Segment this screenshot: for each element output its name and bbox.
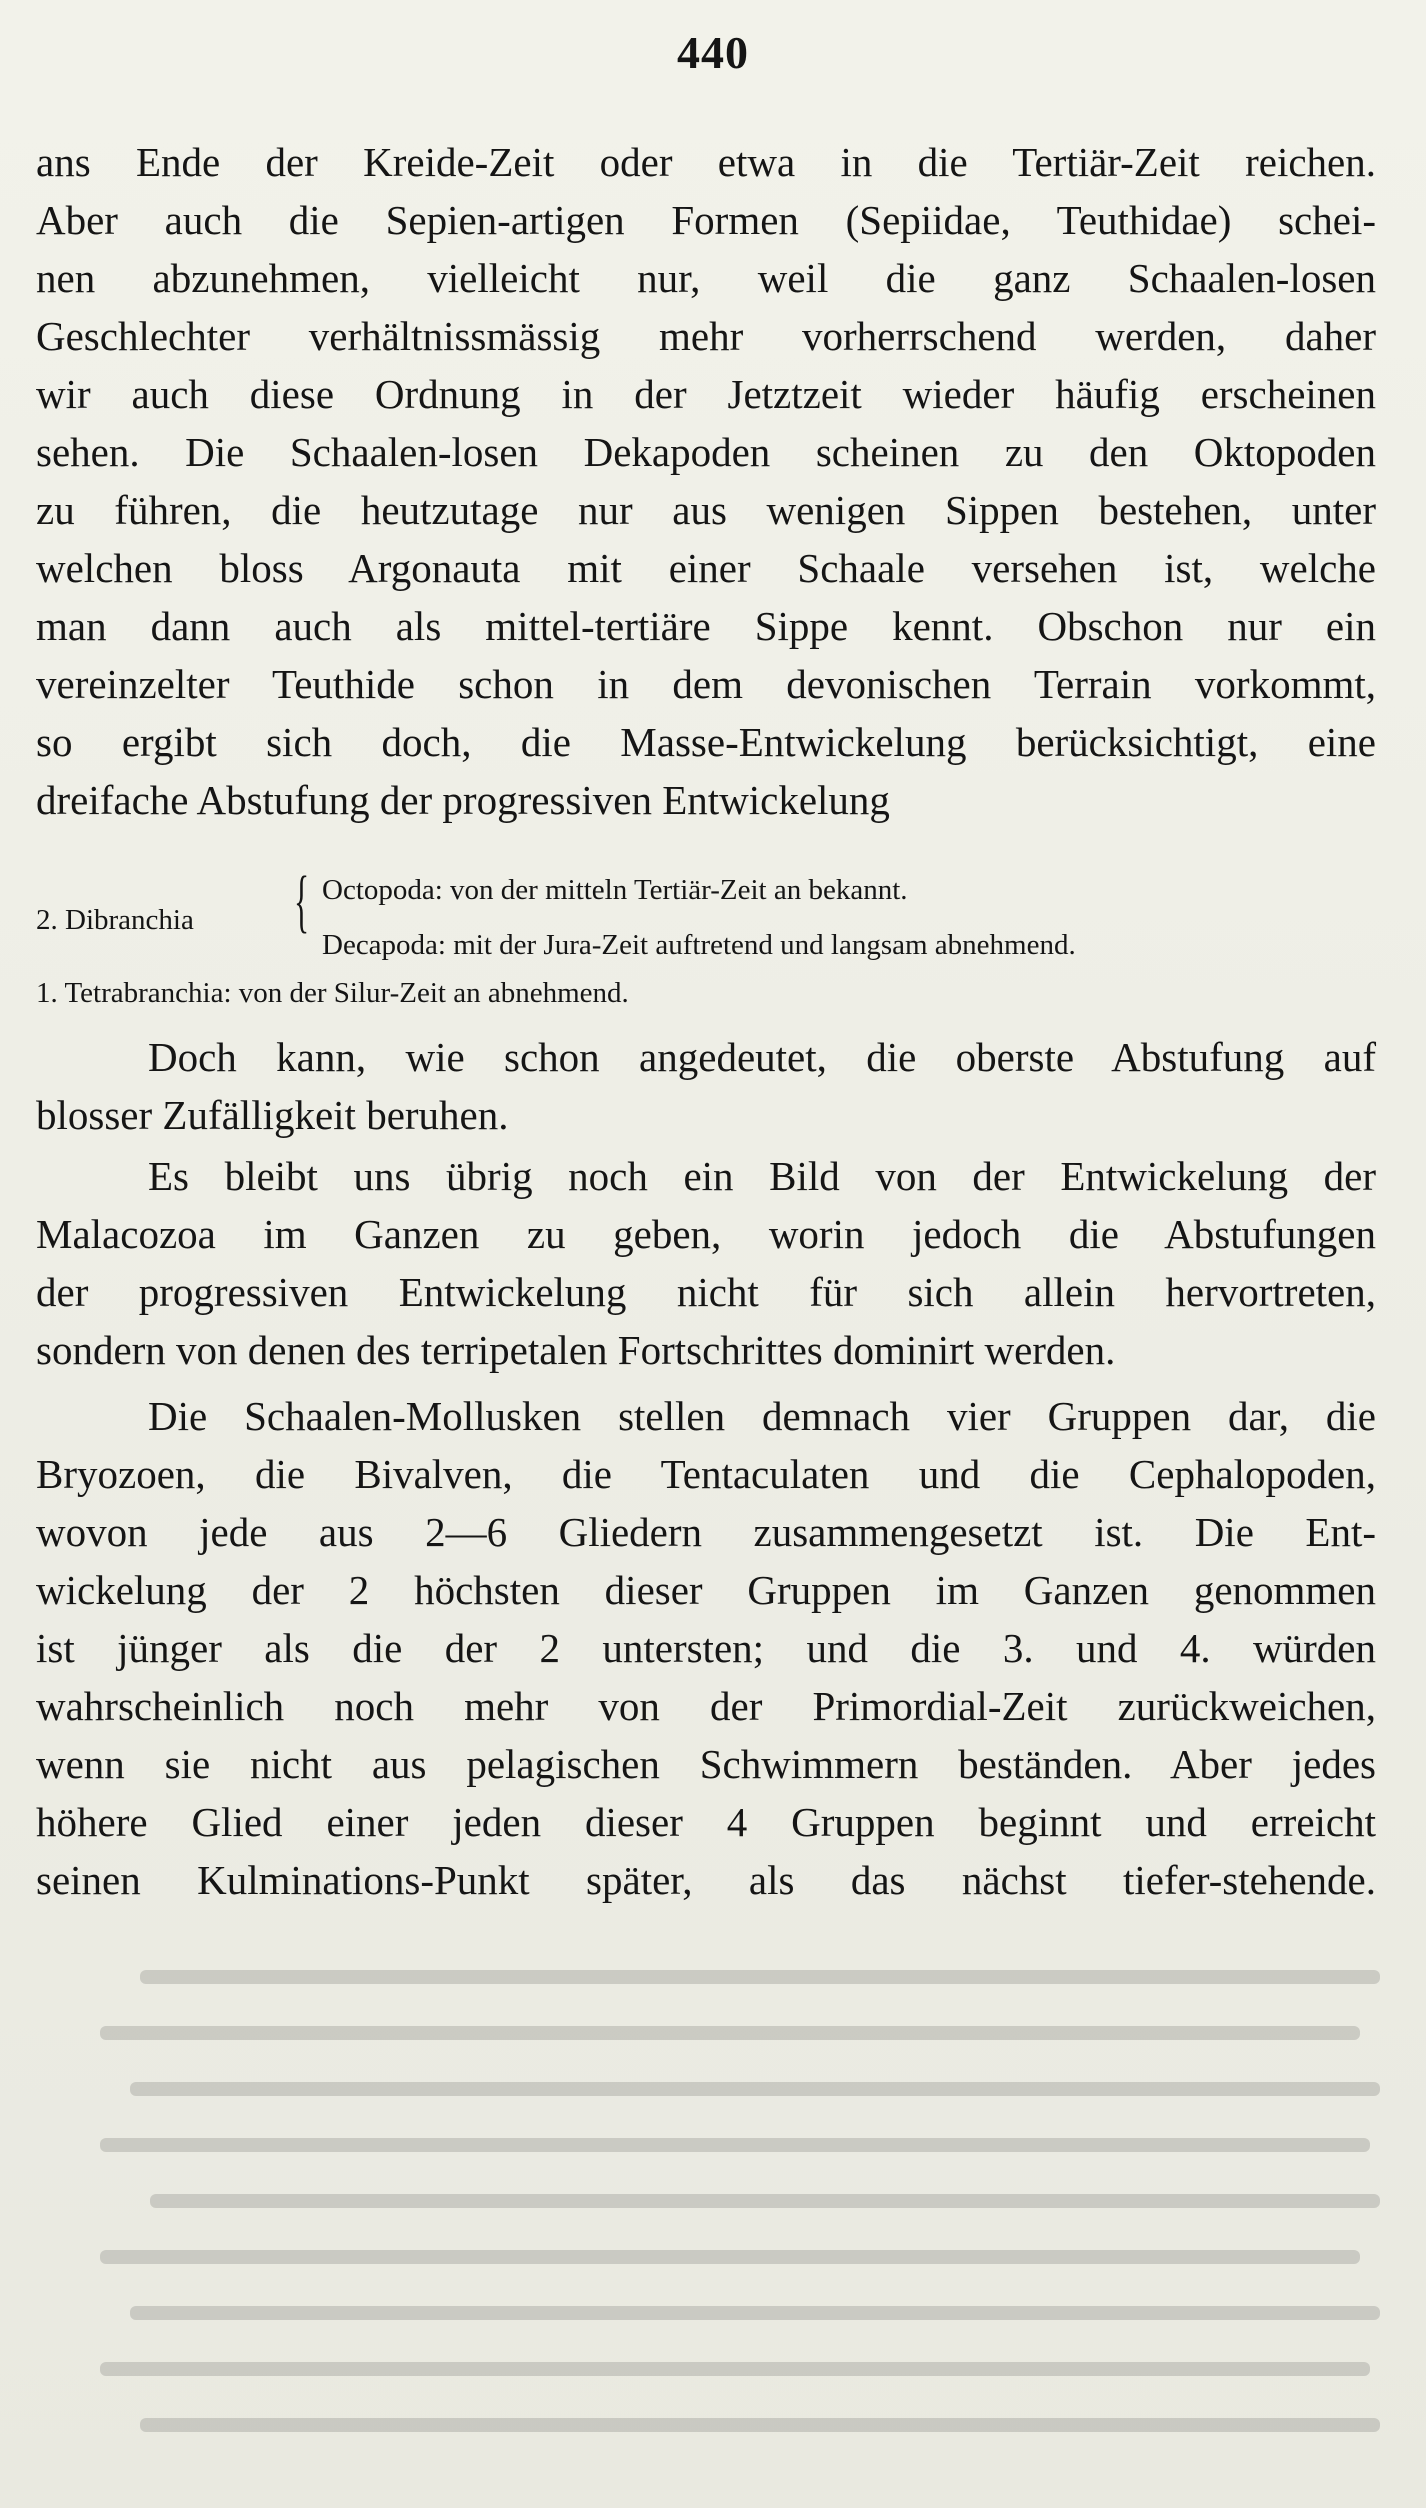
text-line: höhere Glied einer jeden dieser 4 Gruppen beginnt und erreicht: [36, 1799, 1376, 1845]
brace-symbol: {: [294, 863, 310, 940]
table-group-dibranchia: 2. Dibranchia: [36, 904, 194, 936]
page-number: 440: [677, 27, 749, 78]
bleed-through-texture: [80, 1950, 1380, 2490]
text-line: wenn sie nicht aus pelagischen Schwimmern beständen. Aber jedes: [36, 1741, 1376, 1787]
text-line: sondern von denen des terripetalen Fortschrittes dominirt werden.: [36, 1327, 1116, 1373]
text-line: Aber auch die Sepien-artigen Formen (Sepiidae, Teuthidae) schei-: [36, 197, 1376, 243]
text-line: sehen. Die Schaalen-losen Dekapoden scheinen zu den Oktopoden: [36, 429, 1376, 475]
text-line: nen abzunehmen, vielleicht nur, weil die ganz Schaalen-losen: [36, 255, 1376, 301]
text-line: so ergibt sich doch, die Masse-Entwickelung berücksichtigt, eine: [36, 719, 1376, 765]
text-line: wickelung der 2 höchsten dieser Gruppen im Ganzen genommen: [36, 1567, 1376, 1613]
text-line: Bryozoen, die Bivalven, die Tentaculaten und die Cephalopoden,: [36, 1451, 1376, 1497]
text-line: wir auch diese Ordnung in der Jetztzeit wieder häufig erscheinen: [36, 371, 1376, 417]
text-line: dreifache Abstufung der progressiven Entwickelung: [36, 777, 890, 823]
text-line: vereinzelter Teuthide schon in dem devonischen Terrain vorkommt,: [36, 661, 1376, 707]
text-line: blosser Zufälligkeit beruhen.: [36, 1092, 509, 1138]
text-line: Malacozoa im Ganzen zu geben, worin jedoch die Abstufungen: [36, 1211, 1376, 1257]
text-line: wahrscheinlich noch mehr von der Primordial-Zeit zurückweichen,: [36, 1683, 1376, 1729]
text-line: Es bleibt uns übrig noch ein Bild von der Entwickelung der: [148, 1153, 1376, 1199]
text-line: seinen Kulminations-Punkt später, als das nächst tiefer-stehende.: [36, 1857, 1376, 1903]
table-row-decapoda: Decapoda: mit der Jura-Zeit auftretend und langsam abnehmend.: [322, 929, 1076, 961]
text-line: zu führen, die heutzutage nur aus wenigen Sippen bestehen, unter: [36, 487, 1376, 533]
text-line: Doch kann, wie schon angedeutet, die oberste Abstufung auf: [148, 1034, 1376, 1080]
text-line: wovon jede aus 2—6 Gliedern zusammengesetzt ist. Die Ent-: [36, 1509, 1376, 1555]
table-group-tetrabranchia: 1. Tetrabranchia: von der Silur-Zeit an abnehmend.: [36, 977, 629, 1009]
text-line: Geschlechter verhältnissmässig mehr vorherrschend werden, daher: [36, 313, 1376, 359]
text-line: ans Ende der Kreide-Zeit oder etwa in die Tertiär-Zeit reichen.: [36, 139, 1376, 185]
text-line: Die Schaalen-Mollusken stellen demnach vier Gruppen dar, die: [148, 1393, 1376, 1439]
text-line: man dann auch als mittel-tertiäre Sippe kennt. Obschon nur ein: [36, 603, 1376, 649]
table-row-octopoda: Octopoda: von der mitteln Tertiär-Zeit an bekannt.: [322, 874, 908, 906]
text-line: der progressiven Entwickelung nicht für sich allein hervortreten,: [36, 1269, 1376, 1315]
text-line: ist jünger als die der 2 untersten; und die 3. und 4. würden: [36, 1625, 1376, 1671]
text-line: welchen bloss Argonauta mit einer Schaale versehen ist, welche: [36, 545, 1376, 591]
